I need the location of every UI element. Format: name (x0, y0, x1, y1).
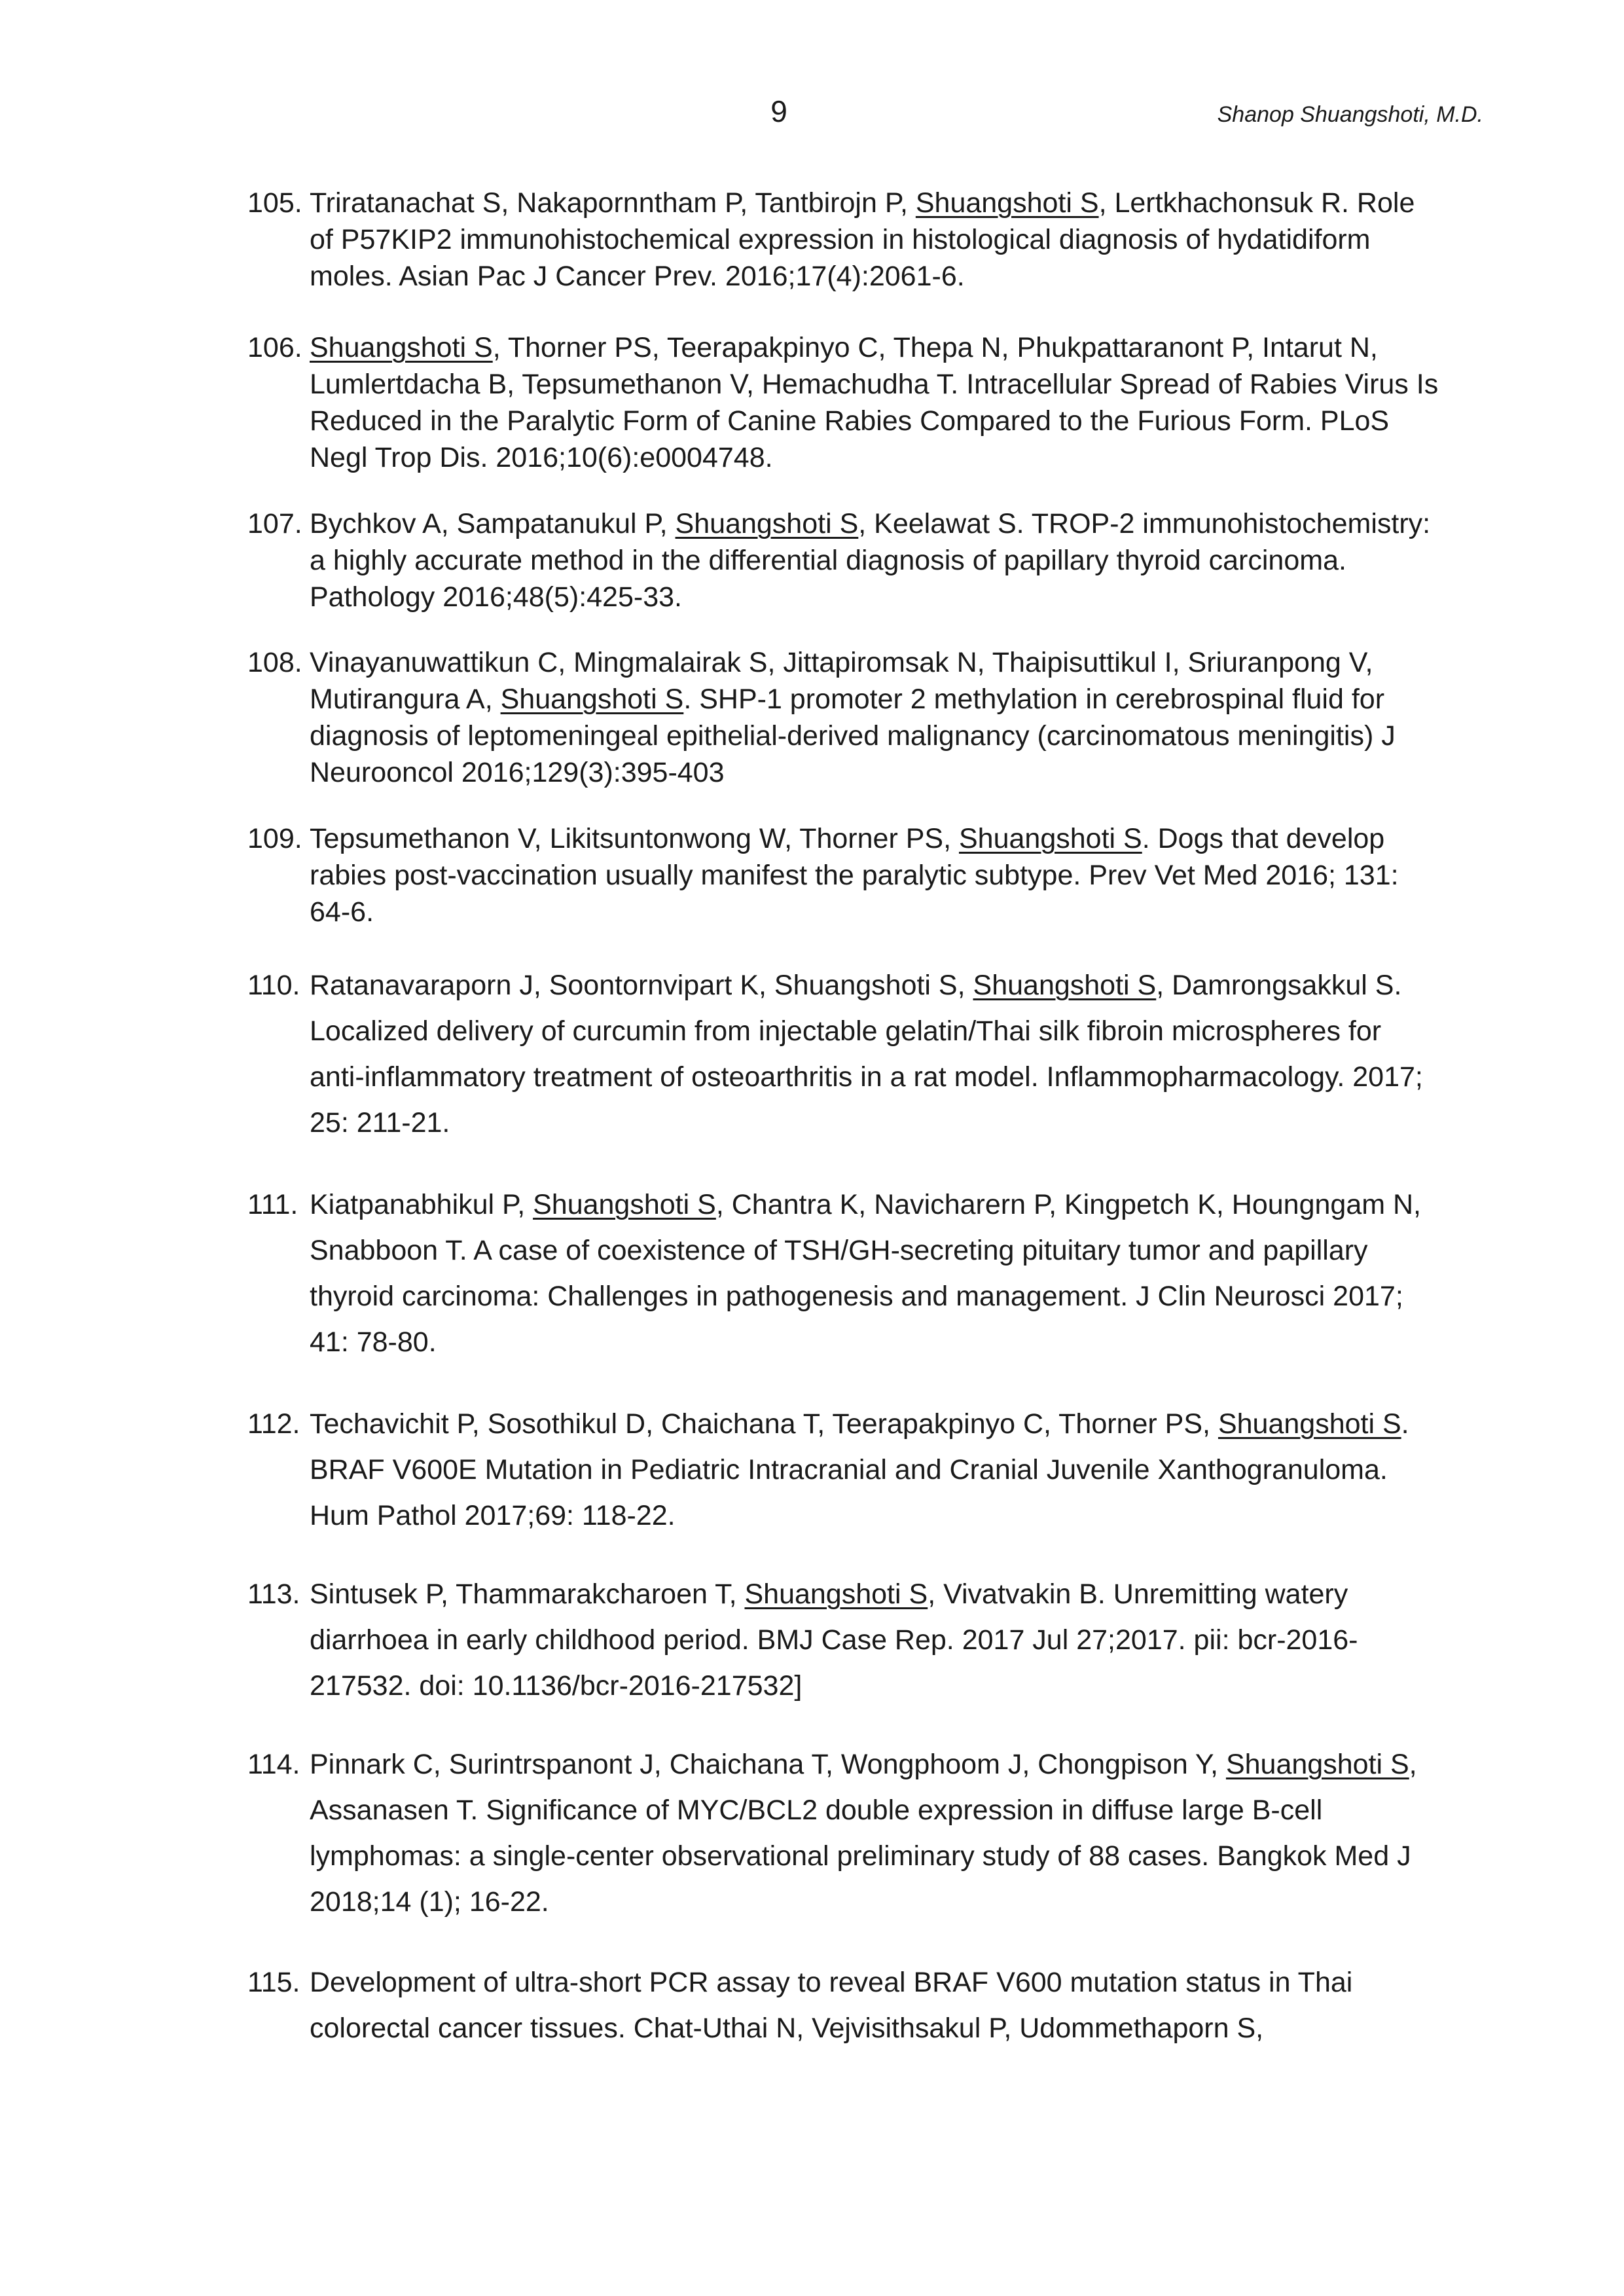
authors-before: Techavichit P, Sosothikul D, Chaichana T, Teerapakpinyo C, Thorner PS, (310, 1408, 1218, 1440)
authors-before: Tepsumethanon V, Likitsuntonwong W, Thorner PS, (310, 823, 959, 854)
reference-item (247, 1182, 1442, 1365)
reference-rest: , Keelawat S. TROP-2 immunohistochemistry: a highly accurate method in the differential diagnosis of papillary thyroid carcinoma. Pathology 2016;48(5):425-33. (310, 508, 1431, 613)
reference-number: 105. (247, 187, 302, 219)
reference-rest: . SHP-1 promoter 2 methylation in cerebrospinal fluid for diagnosis of leptomeningeal epithelial-derived malignancy (carcinomatous meningitis) J Neurooncol 2016;129(3):395-403 (310, 683, 1396, 788)
reference-item (247, 820, 1442, 930)
highlighted-author: Shuangshoti S (310, 332, 493, 363)
reference-number: 109. (247, 823, 302, 854)
reference-item (247, 1401, 1442, 1539)
reference-item (247, 329, 1442, 476)
reference-number: 115. (247, 1967, 300, 1998)
reference-number: 113. (247, 1578, 300, 1610)
reference-number: 108. (247, 647, 302, 678)
running-head: Shanop Shuangshoti, M.D. (1217, 102, 1483, 127)
reference-number: 106. (247, 332, 302, 363)
reference-text (310, 185, 1442, 295)
highlighted-author: Shuangshoti S (533, 1189, 716, 1220)
reference-text (310, 505, 1442, 615)
reference-text (310, 820, 1442, 930)
reference-rest: , Chantra K, Navicharern P, Kingpetch K, Houngngam N, Snabboon T. A case of coexistence of TSH/GH-secreting pituitary tumor and papillary thyroid carcinoma: Challenges in pathogenesis and management. J Clin Neurosci 2017; 41: 78-80. (310, 1189, 1421, 1358)
reference-item (247, 1741, 1442, 1925)
reference-text (310, 1959, 1442, 2051)
reference-rest: , Damrongsakkul S. Localized delivery of curcumin from injectable gelatin/Thai silk fibroin microspheres for anti-inflammatory treatment of osteoarthritis in a rat model. Inflammopharmacology. 2017; 25: 211-21. (310, 970, 1423, 1139)
reference-item (247, 1959, 1442, 2051)
authors-before: Kiatpanabhikul P, (310, 1189, 533, 1220)
reference-text (310, 962, 1442, 1146)
highlighted-author: Shuangshoti S (744, 1578, 928, 1610)
reference-rest: , Assanasen T. Significance of MYC/BCL2 double expression in diffuse large B-cell lymphomas: a single-center observational preliminary study of 88 cases. Bangkok Med J 2018;14 (1); 16-22. (310, 1749, 1417, 1918)
reference-number: 107. (247, 508, 302, 539)
page-number: 9 (770, 94, 787, 128)
authors-before: Development of ultra-short PCR assay to reveal BRAF V600 mutation status in Thai colorectal cancer tissues. Chat-Uthai N, Vejvisithsakul P, Udommethaporn S, (310, 1967, 1353, 2044)
reference-item (247, 962, 1442, 1146)
reference-rest: , Lertkhachonsuk R. Role of P57KIP2 immunohistochemical expression in histological diagnosis of hydatidiform moles. Asian Pac J Cancer Prev. 2016;17(4):2061-6. (310, 187, 1415, 292)
reference-rest: . Dogs that develop rabies post-vaccination usually manifest the paralytic subtype. Prev Vet Med 2016; 131: 64-6. (310, 823, 1399, 928)
reference-item (247, 185, 1442, 295)
highlighted-author: Shuangshoti S (500, 683, 684, 715)
authors-before: Pinnark C, Surintrspanont J, Chaichana T, Wongphoom J, Chongpison Y, (310, 1749, 1226, 1780)
reference-text (310, 329, 1442, 476)
reference-text (310, 644, 1442, 791)
reference-rest: , Vivatvakin B. Unremitting watery diarrhoea in early childhood period. BMJ Case Rep. 2017 Jul 27;2017. pii: bcr-2016-217532. doi: 10.1136/bcr-2016-217532] (310, 1578, 1358, 1702)
highlighted-author: Shuangshoti S (973, 970, 1157, 1001)
authors-before: Bychkov A, Sampatanukul P, (310, 508, 676, 539)
reference-text (310, 1182, 1442, 1365)
authors-before: Vinayanuwattikun C, Mingmalairak S, Jittapiromsak N, Thaipisuttikul I, Sriuranpong V, Mutirangura A, (310, 647, 1373, 715)
reference-number: 112. (247, 1408, 300, 1440)
reference-text (310, 1401, 1442, 1539)
highlighted-author: Shuangshoti S (958, 823, 1142, 854)
highlighted-author: Shuangshoti S (1218, 1408, 1401, 1440)
reference-item (247, 644, 1442, 791)
reference-rest: , Thorner PS, Teerapakpinyo C, Thepa N, Phukpattaranont P, Intarut N, Lumlertdacha B, Tepsumethanon V, Hemachudha T. Intracellular Spread of Rabies Virus Is Reduced in the Paralytic Form of Canine Rabies Compared to the Furious Form. PLoS Negl Trop Dis. 2016;10(6):e0004748. (310, 332, 1439, 473)
authors-before: Ratanavaraporn J, Soontornvipart K, Shuangshoti S, (310, 970, 973, 1001)
reference-number: 111. (247, 1189, 298, 1220)
reference-number: 114. (247, 1749, 300, 1780)
highlighted-author: Shuangshoti S (675, 508, 859, 539)
reference-rest: . BRAF V600E Mutation in Pediatric Intracranial and Cranial Juvenile Xanthogranuloma. Hum Pathol 2017;69: 118-22. (310, 1408, 1409, 1531)
highlighted-author: Shuangshoti S (1225, 1749, 1409, 1780)
reference-item (247, 1571, 1442, 1709)
authors-before: Sintusek P, Thammarakcharoen T, (310, 1578, 745, 1610)
reference-text (310, 1741, 1442, 1925)
reference-number: 110. (247, 970, 300, 1001)
reference-item (247, 505, 1442, 615)
authors-before: Triratanachat S, Nakapornntham P, Tantbirojn P, (310, 187, 916, 219)
reference-text (310, 1571, 1442, 1709)
highlighted-author: Shuangshoti S (915, 187, 1099, 219)
